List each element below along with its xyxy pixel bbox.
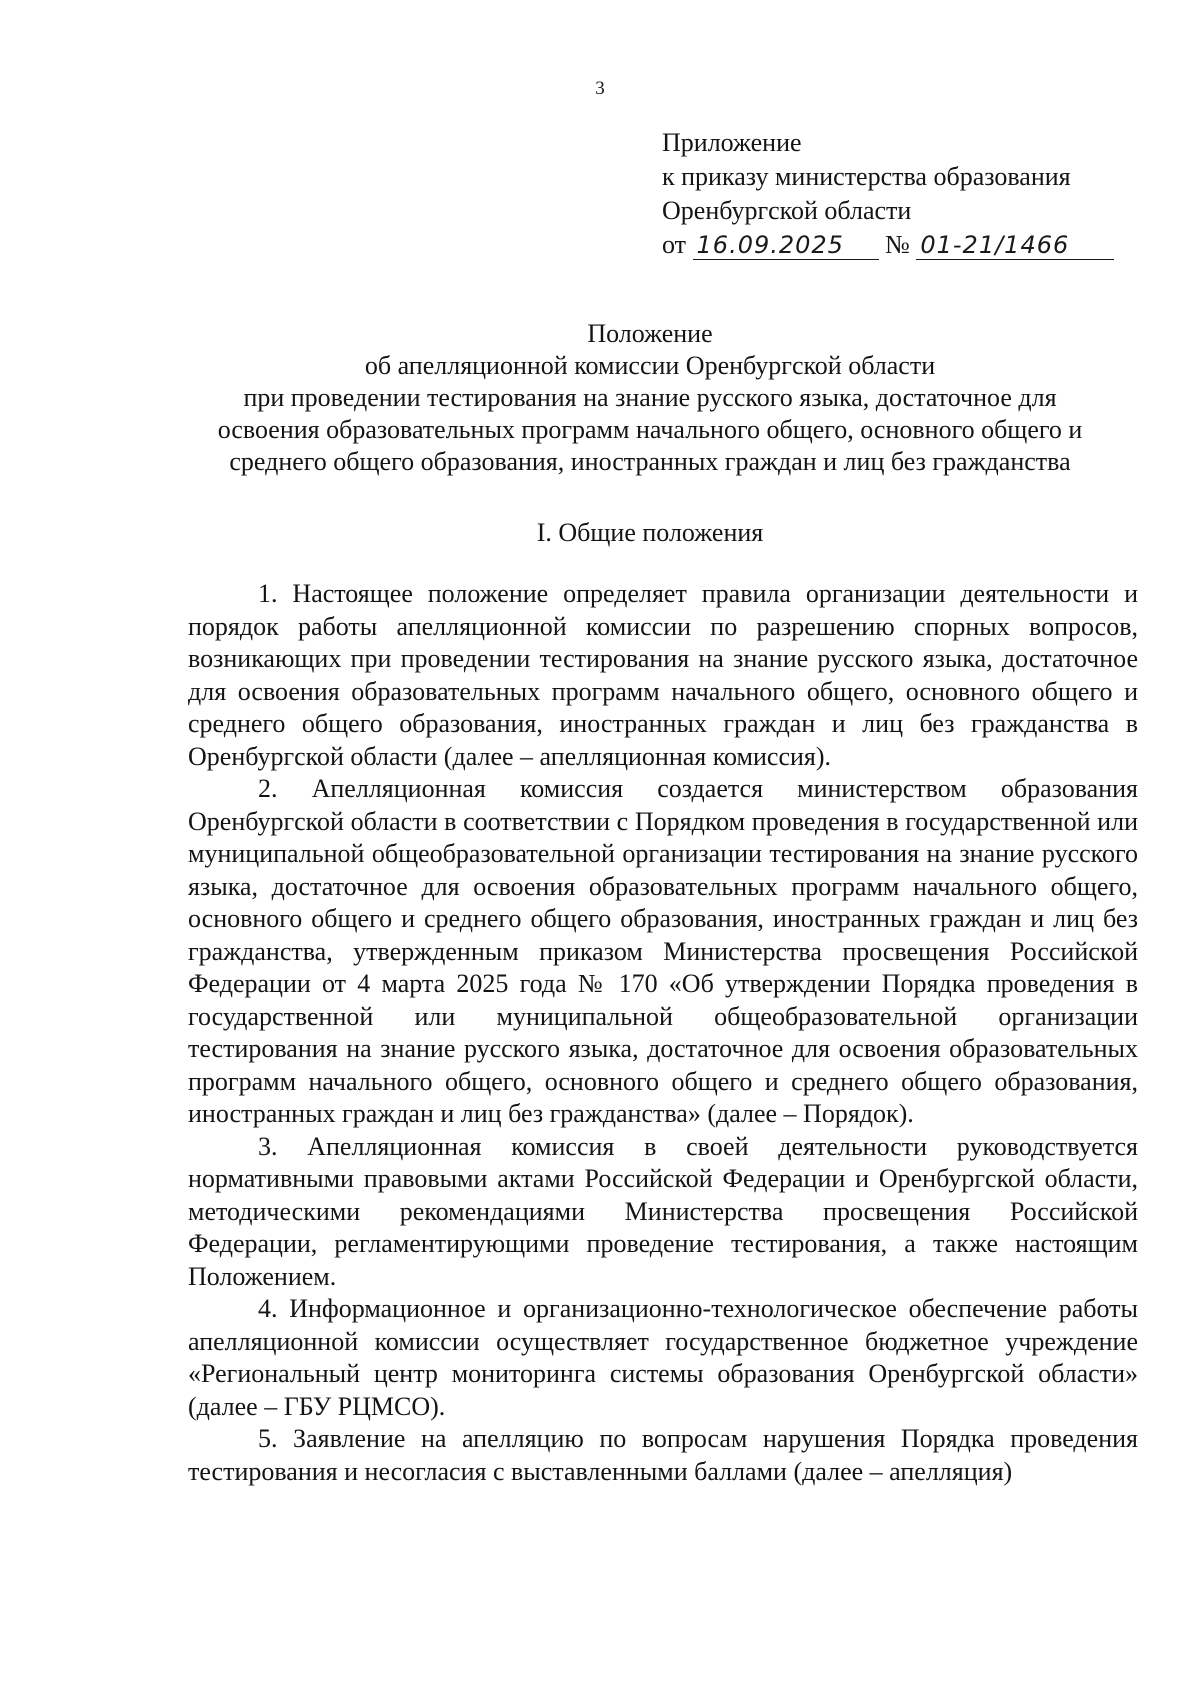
appendix-block (662, 126, 1114, 262)
document-body (188, 578, 1138, 1488)
order-date-field (693, 231, 879, 260)
from-label: от (662, 230, 687, 259)
appendix-date-number-line (662, 228, 1114, 262)
appendix-region: Оренбургской области (662, 196, 912, 225)
appendix-title: Приложение (662, 128, 802, 157)
paragraph-1: 1. Настоящее положение определяет правила организации деятельности и порядок работы апелляционной комиссии по разрешению спорных вопросов, возникающих при проведении тестирования на знание русского языка, достаточное для освоения образовательных программ начального общего, основного общего и среднего общего образования, иностранных граждан и лиц без гражданства в Оренбургской области (далее – апелляционная комиссия). (188, 579, 1138, 771)
title-line-3: при проведении тестирования на знание русского языка, достаточное для (243, 383, 1057, 412)
paragraph-2: 2. Апелляционная комиссия создается министерством образования Оренбургской области в соответствии с Порядком проведения в государственной или муниципальной общеобразовательной организации тестирования на знание русского языка, достаточное для освоения образовательных программ начального общего, основного общего и среднего общего образования, иностранных граждан и лиц без гражданства, утвержденным приказом Министерства просвещения Российской Федерации от 4 марта 2025 года № 170 «Об утверждении Порядка проведения в государственной или муниципальной общеобразовательной организации тестирования на знание русского языка, достаточное для освоения образовательных программ начального общего, основного общего и среднего общего образования, иностранных граждан и лиц без гражданства» (далее – Порядок). (188, 774, 1138, 1128)
number-label: № (885, 230, 910, 259)
paragraph-3: 3. Апелляционная комиссия в своей деятельности руководствуется нормативными правовыми актами Российской Федерации и Оренбургской области, методическими рекомендациями Министерства просвещения Российской Федерации, регламентирующими проведение тестирования, а также настоящим Положением. (188, 1131, 1138, 1291)
section-title: I. Общие положения (536, 518, 764, 547)
order-number-field (916, 231, 1114, 260)
title-line-5: среднего общего образования, иностранных граждан и лиц без гражданства (229, 447, 1071, 476)
order-date-handwritten: 16.09.2025 (696, 231, 844, 259)
title-line-2: об апелляционной комиссии Оренбургской области (364, 351, 936, 380)
order-number-handwritten: 01-21/1466 (920, 231, 1070, 259)
paragraph-5: 5. Заявление на апелляцию по вопросам нарушения Порядка проведения тестирования и несогласия с выставленными баллами (далее – апелляция) (188, 1424, 1138, 1486)
document-title (150, 318, 1150, 478)
title-line-4: освоения образовательных программ начального общего, основного общего и (217, 415, 1083, 444)
appendix-order-ref: к приказу министерства образования (662, 162, 1071, 191)
paragraph-4: 4. Информационное и организационно-технологическое обеспечение работы апелляционной комиссии осуществляет государственное бюджетное учреждение «Региональный центр мониторинга системы образования Оренбургской области» (далее – ГБУ РЦМСО). (188, 1294, 1138, 1421)
title-line-1: Положение (587, 319, 713, 348)
page-number: 3 (595, 78, 605, 99)
